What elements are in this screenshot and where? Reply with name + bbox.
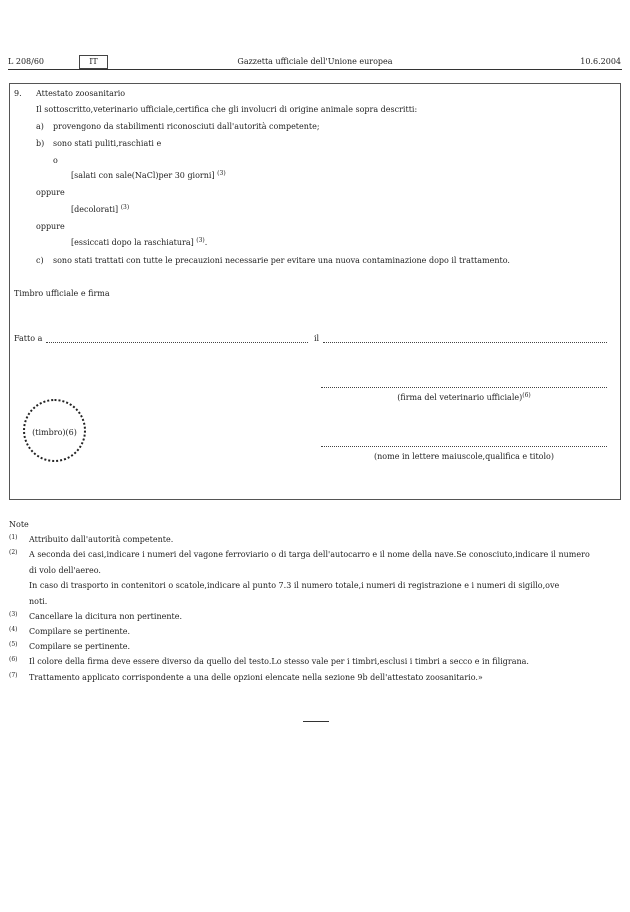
stamp-label: (timbro)(6) — [32, 428, 77, 437]
option-bleached: [decolorati] $^{(3)}$ — [71, 204, 130, 214]
item-a-text: provengono da stabilimenti riconosciuti dall'autorità competente; — [53, 122, 320, 131]
item-a-label: a) — [36, 122, 44, 131]
or-word: o — [53, 156, 58, 165]
item-c-text: sono stati trattati con tutte le precauzioni necessarie per evitare una nuova contaminazione dopo il trattamento. — [53, 256, 510, 265]
section-heading: Attestato zoosanitario — [36, 89, 126, 98]
date-field — [323, 342, 607, 343]
item-b-text: sono stati puliti,raschiati e — [53, 139, 162, 148]
place-label: Fatto a — [14, 334, 43, 343]
notes-heading: Note — [9, 520, 29, 529]
intro-text: Il sottoscritto,veterinario ufficiale,certifica che gli involucri di origine animale sopra descritti: — [36, 105, 418, 114]
publication-date: 10.6.2004 — [580, 57, 621, 66]
stamp-signature-heading: Timbro ufficiale e firma — [14, 289, 110, 298]
header-divider — [8, 69, 622, 70]
page: L 208/60 IT Gazzetta ufficiale dell'Unione europea 10.6.2004 9. Attestato zoosanitario Il sottoscritto,veterinario ufficiale,certifica che gli involucri di origine animale sopra descritti: a) provengono da stabilimenti riconosciuti dall'autorità competente; b) sono stati puliti,raschiati e o [salati con sale(NaCl)per 30 giorni] $^{(3)}$ oppure [decolorati] $^{(3)}$ oppure [essiccati dopo la raschiatura] $^{(3)}$. c) sono stati trattati con tutte le precauzioni necessarie per evitare una nuova contaminazione dopo il trattamento. Timbro ufficiale e firma Fatto a il (firma del veterinario ufficiale)$^{(6)}$ (timbro)(6) (nome in lettere maiuscole,qualifica e titolo) Note $^{(1)}$ Attribuito dall'autorità competente. $^{(2)}$ A seconda dei casi,indicare i numeri del vagone ferroviario o di targa dell'autocarro e il nome della nave.Se conosciuto,indicare il numero di volo dell'aereo. In caso di trasporto in contenitori o scatole,indicare al punto 7.3 il numero totale,i numeri di registrazione e i numeri di sigillo,ove noti. $^{(3)}$ Cancellare la dicitura non pertinente. $^{(4)}$ Compilare se pertinente. $^{(5)}$ Compilare se pertinente. $^{(6)}$ Il colore della firma deve essere diverso da quello del testo.Lo stesso vale per i timbri,esclusi i timbri a secco e in filigrana. $^{(7)}$ Trattamento applicato corrispondente a una delle opzioni elencate nella sezione 9b dell'attestato zoosanitario.» — [0, 0, 630, 912]
certificate-box — [9, 83, 621, 500]
signature-caption: (firma del veterinario ufficiale)$^{(6)}$ — [397, 392, 531, 402]
place-field — [46, 342, 308, 343]
oppure-2: oppure — [36, 222, 65, 231]
journal-title: Gazzetta ufficiale dell'Unione europea — [237, 57, 393, 66]
name-line — [321, 446, 607, 447]
signature-line — [321, 387, 607, 388]
name-caption: (nome in lettere maiuscole,qualifica e titolo) — [374, 452, 554, 461]
date-label: il — [314, 334, 320, 343]
end-rule — [303, 721, 329, 722]
option-salted: [salati con sale(NaCl)per 30 giorni] $^{(3)}$ — [71, 170, 226, 180]
stamp-circle — [23, 399, 86, 462]
item-c-label: c) — [36, 256, 44, 265]
oppure-1: oppure — [36, 188, 65, 197]
section-number: 9. — [14, 89, 22, 98]
journal-reference: L 208/60 — [8, 57, 44, 66]
option-dried: [essiccati dopo la raschiatura] $^{(3)}$. — [71, 237, 208, 247]
item-b-label: b) — [36, 139, 45, 148]
language-badge: IT — [79, 55, 108, 69]
